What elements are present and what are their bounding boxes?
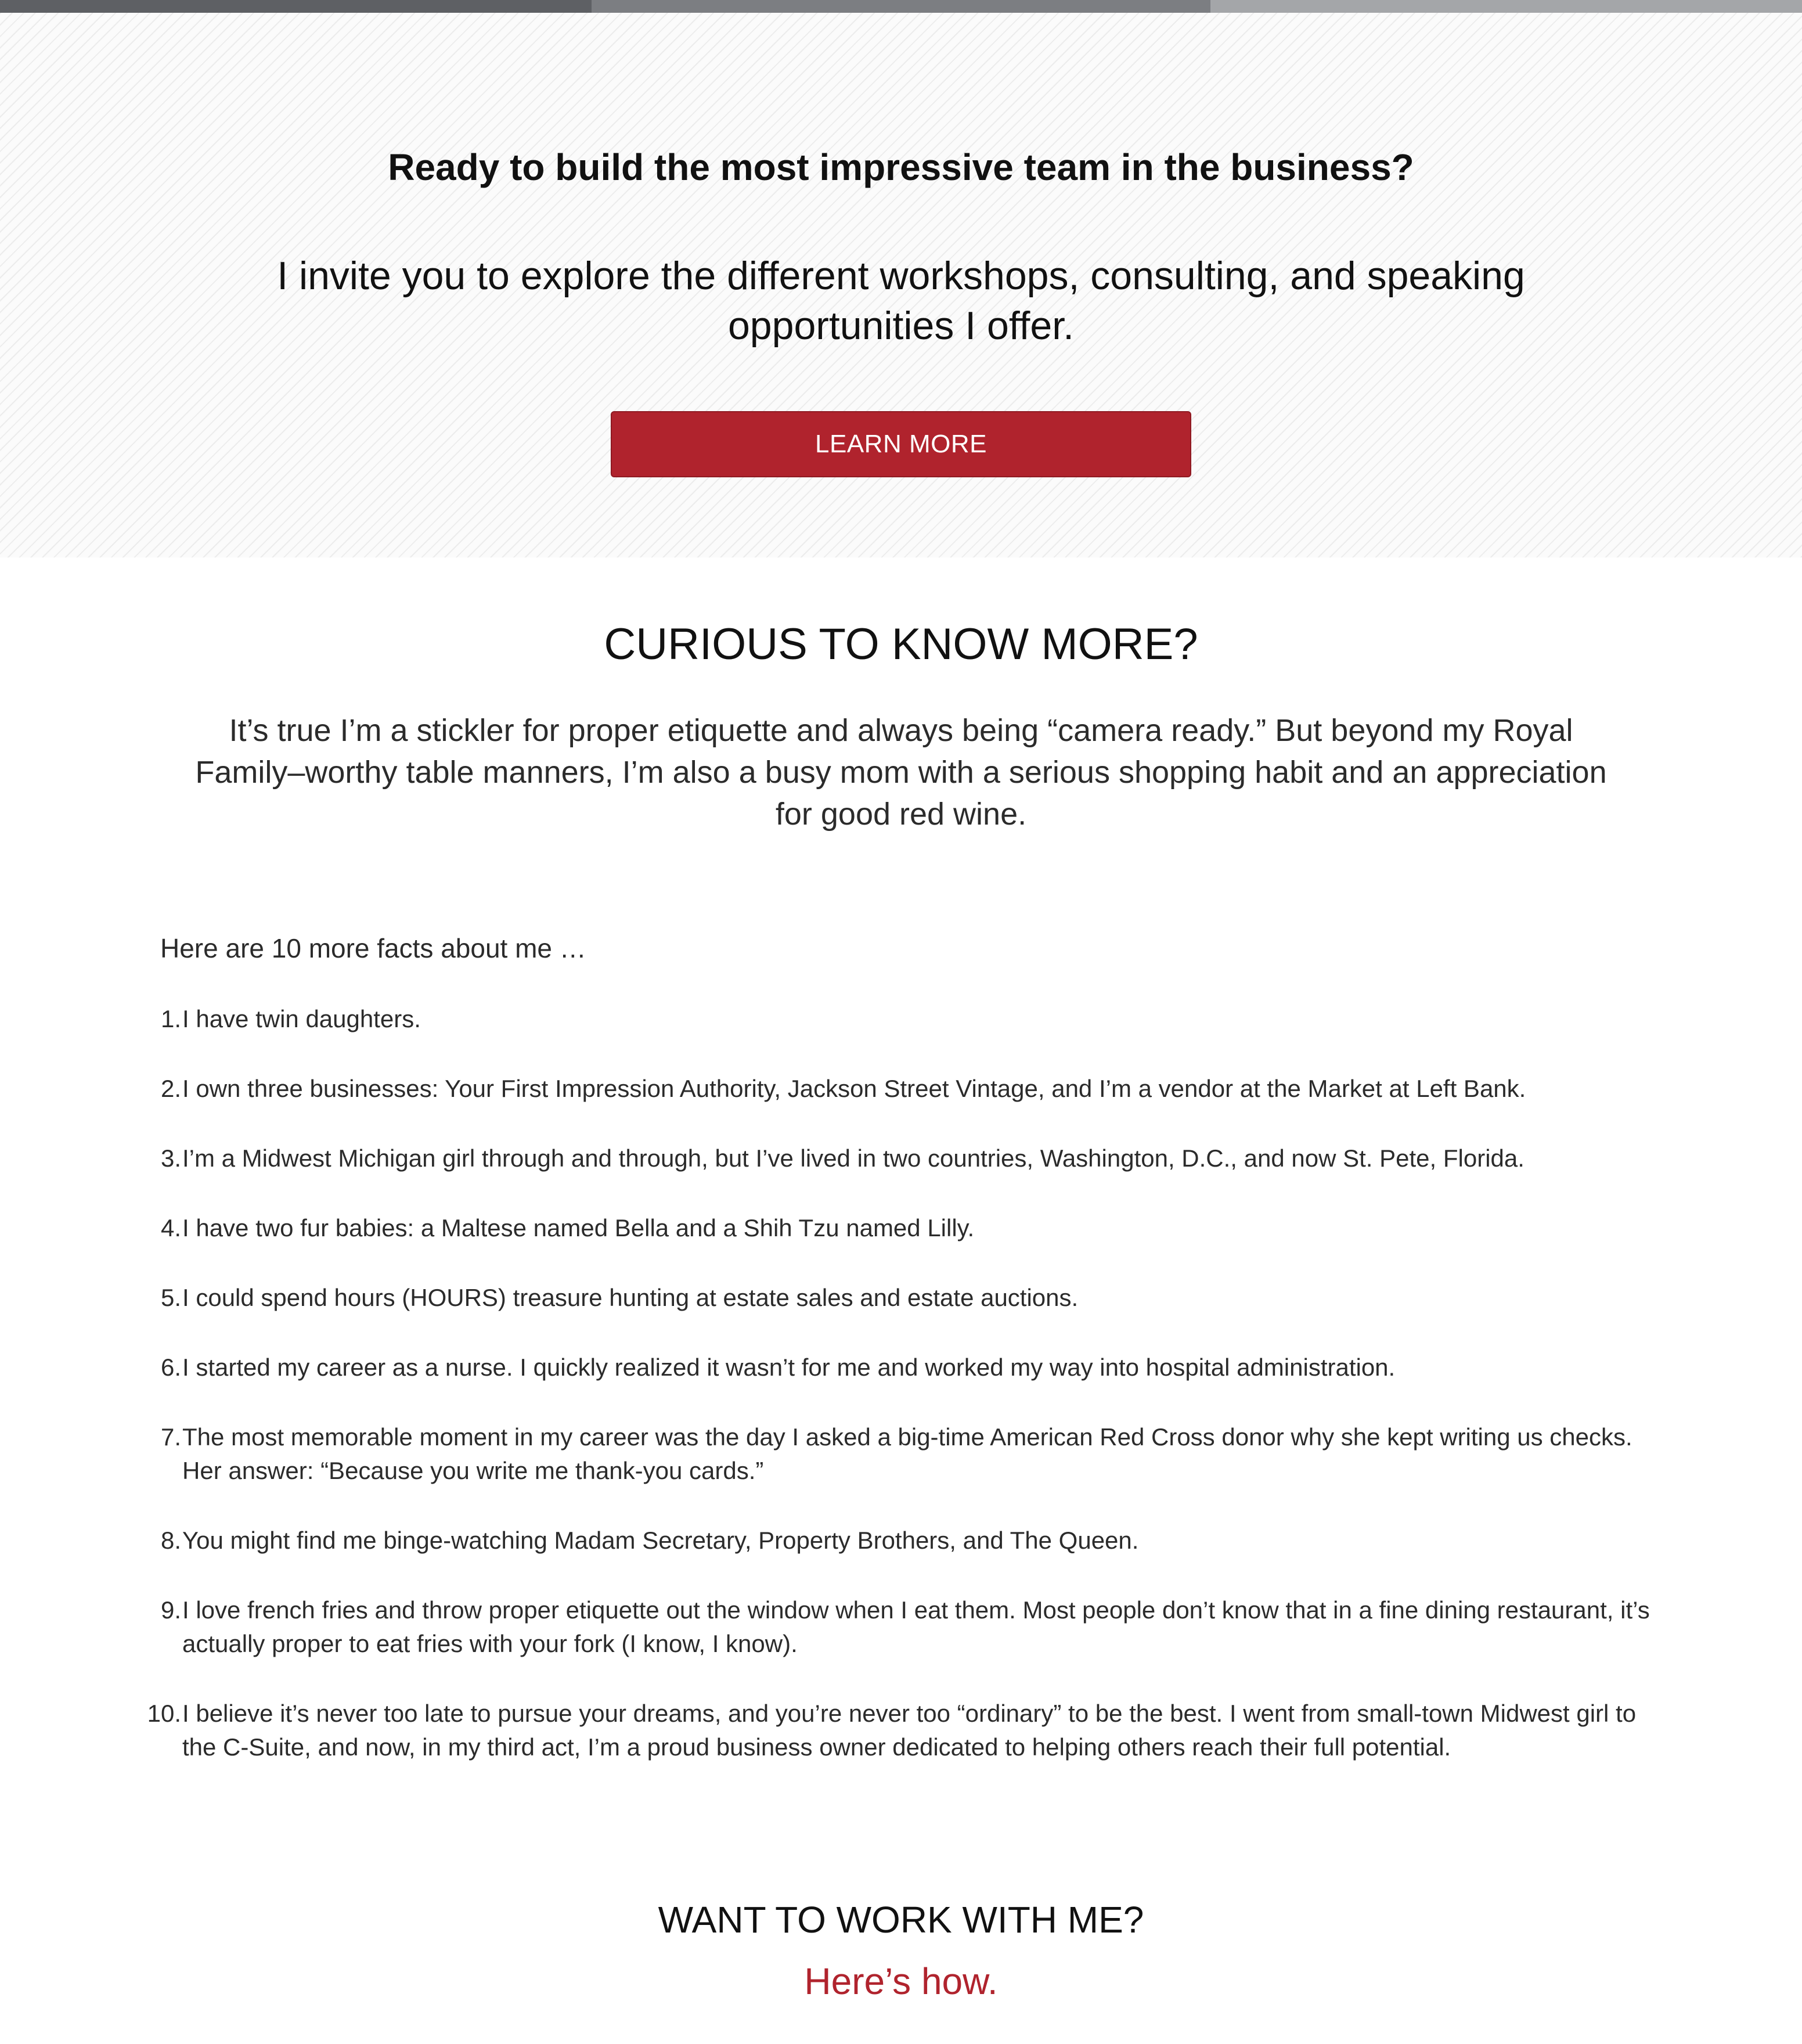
fact-item [160, 1211, 1658, 1245]
fact-item [160, 1002, 1658, 1036]
fact-number: 8. [160, 1527, 181, 1554]
fact-text: You might find me binge-watching Madam Secretary, Property Brothers, and The Queen. [182, 1527, 1139, 1554]
fact-number: 10. [147, 1700, 181, 1727]
fact-text: The most memorable moment in my career was the day I asked a big-time American Red Cross donor why she kept writing us checks. Her answer: “Because you write me thank-you cards.” [182, 1423, 1632, 1484]
fact-text: I started my career as a nurse. I quickly realized it wasn’t for me and worked my way into hospital administration. [182, 1354, 1396, 1381]
fact-item [147, 1697, 1658, 1764]
fact-item [160, 1142, 1658, 1175]
fact-item [160, 1524, 1658, 1557]
fact-item [160, 1420, 1658, 1488]
fact-number: 2. [160, 1075, 181, 1102]
fact-text: I own three businesses: Your First Impression Authority, Jackson Street Vintage, and I’m a vendor at the Market at Left Bank. [182, 1075, 1526, 1102]
work-with-me-title: WANT TO WORK WITH ME? [658, 1899, 1144, 1941]
top-bar-segment-1 [0, 0, 592, 13]
fact-text: I could spend hours (HOURS) treasure hunting at estate sales and estate auctions. [182, 1284, 1079, 1311]
top-bar-segment-2 [592, 0, 1210, 13]
facts-list [147, 1002, 1658, 1800]
fact-text: I love french fries and throw proper etiquette out the window when I eat them. Most people don’t know that in a fine dining restaurant, it’s actually proper to eat fries with your fork (I know, I know). [182, 1596, 1650, 1657]
top-color-bar [0, 0, 1802, 13]
hero-subheading: I invite you to explore the different workshops, consulting, and speaking opportunities I offer. [277, 254, 1525, 348]
learn-more-button[interactable]: LEARN MORE [611, 411, 1191, 477]
heres-how-link[interactable]: Here’s how. [804, 1960, 998, 2002]
top-bar-segment-3 [1210, 0, 1802, 13]
hero-cta-section [0, 13, 1802, 557]
fact-number: 9. [160, 1596, 181, 1624]
curious-section-title: CURIOUS TO KNOW MORE? [604, 620, 1198, 669]
hero-heading: Ready to build the most impressive team in the business? [388, 146, 1414, 188]
fact-number: 4. [160, 1214, 181, 1241]
fact-item [160, 1072, 1658, 1106]
fact-text: I have twin daughters. [182, 1005, 421, 1032]
fact-number: 3. [160, 1145, 181, 1172]
fact-number: 1. [160, 1005, 181, 1032]
facts-intro: Here are 10 more facts about me … [160, 933, 586, 963]
fact-number: 7. [160, 1423, 181, 1451]
curious-intro-text: It’s true I’m a stickler for proper etiquette and always being “camera ready.” But beyond my Royal Family–worthy table manners, I’m also a busy mom with a serious shopping habit and an appreciation for good red wine. [195, 713, 1607, 832]
fact-item [160, 1351, 1658, 1384]
fact-number: 5. [160, 1284, 181, 1311]
fact-number: 6. [160, 1354, 181, 1381]
fact-text: I’m a Midwest Michigan girl through and through, but I’ve lived in two countries, Washington, D.C., and now St. Pete, Florida. [182, 1145, 1525, 1172]
fact-text: I believe it’s never too late to pursue your dreams, and you’re never too “ordinary” to be the best. I went from small-town Midwest girl to the C-Suite, and now, in my third act, I’m a proud business owner dedicated to helping others reach their full potential. [182, 1700, 1637, 1761]
fact-item [160, 1593, 1658, 1661]
fact-text: I have two fur babies: a Maltese named Bella and a Shih Tzu named Lilly. [182, 1214, 975, 1241]
fact-item [160, 1281, 1658, 1315]
